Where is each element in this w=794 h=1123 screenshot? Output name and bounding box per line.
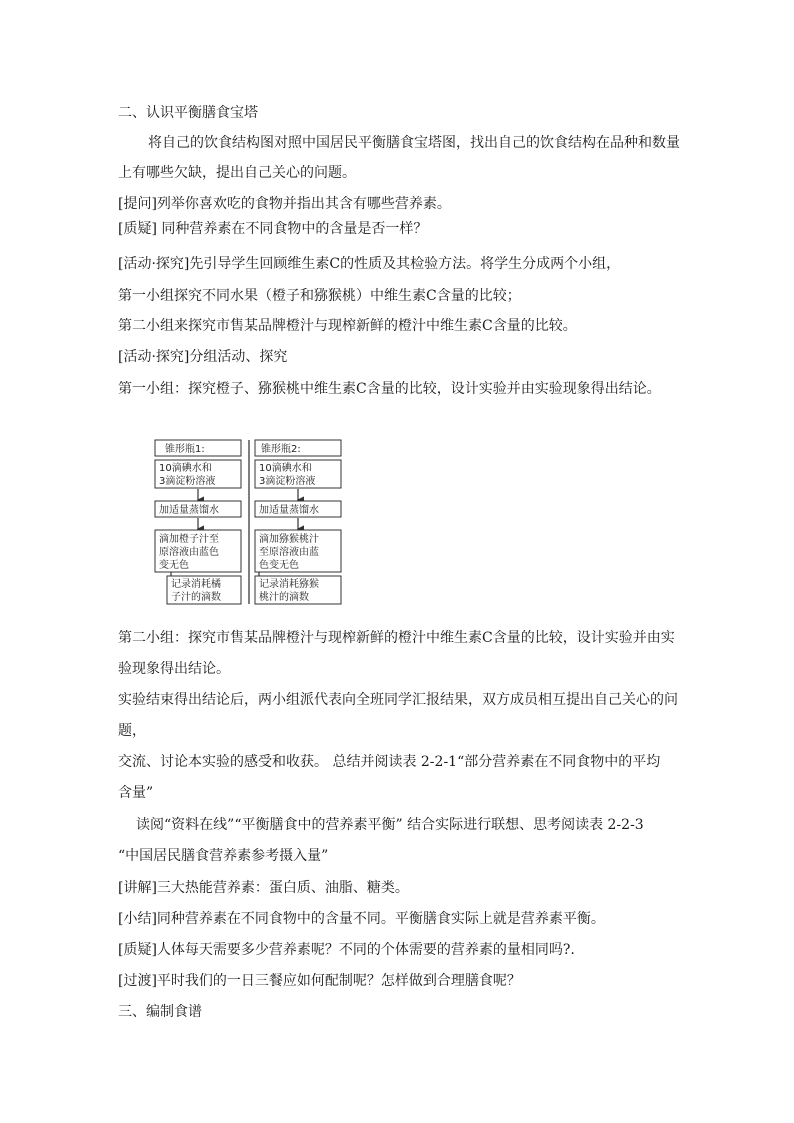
group2-task-line: 第二小组：探究市售某品牌橙汁与现榨新鲜的橙汁中维生素C含量的比较，设计实验并由实 (118, 630, 675, 646)
activity-line: [活动·探究]分组活动、探究 (118, 349, 288, 365)
flask2-step1-text: 3滴淀粉溶液 (259, 476, 316, 487)
transition-line: [过渡]平时我们的一日三餐应如何配制呢？怎样做到合理膳食呢？ (118, 973, 521, 989)
flask2-step4-text: 记录消耗猕猴 (259, 579, 319, 590)
question-line: [提问]列举你喜欢吃的食物并指出其含有哪些营养素。 (118, 196, 451, 212)
flask2-title: 锥形瓶2: (261, 444, 301, 455)
flask1-step3-text: 变无色 (159, 560, 189, 571)
flask1-step3-text: 滴加橙子汁至 (159, 534, 219, 545)
flask1-step1-text: 3滴淀粉溶液 (159, 476, 216, 487)
group1-task-line: 第一小组：探究橙子、猕猴桃中维生素C含量的比较，设计实验并由实验现象得出结论。 (118, 381, 661, 397)
experiment-flowchart (153, 438, 343, 606)
flask1-step2-text: 加适量蒸馏水 (159, 505, 219, 516)
group1-line: 第一小组探究不同水果（橙子和猕猴桃）中维生素C含量的比较； (118, 288, 521, 304)
section-heading-3: 三、编制食谱 (118, 1004, 202, 1020)
flask2-step4-text: 桃汁的滴数 (259, 592, 309, 603)
paragraph-line: 验现象得出结论。 (118, 661, 230, 677)
flask2-step3-text: 至原溶液由蓝 (259, 547, 319, 558)
paragraph-line: 将自己的饮食结构图对照中国居民平衡膳食宝塔图，找出自己的饮食结构在品种和数量 (148, 135, 680, 151)
doubt-line: [质疑] 同种营养素在不同食物中的含量是否一样？ (118, 221, 428, 237)
paragraph-line: 上有哪些欠缺，提出自己关心的问题。 (118, 165, 356, 181)
flask2-step3-text: 滴加猕猴桃汁 (259, 534, 319, 545)
activity-line: [活动·探究]先引导学生回顾维生素C的性质及其检验方法。将学生分成两个小组， (118, 256, 621, 272)
flask1-step4-text: 记录消耗橘 (171, 579, 221, 590)
flask1-title: 锥形瓶1: (165, 444, 205, 455)
paragraph-line: 题， (118, 723, 146, 739)
group2-line: 第二小组来探究市售某品牌橙汁与现榨新鲜的橙汁中维生素C含量的比较。 (118, 318, 577, 334)
paragraph-line: 读阅“资料在线”“平衡膳食中的营养素平衡” 结合实际进行联想、思考阅读表 2-2-3 (136, 817, 644, 833)
flask2-step3-text: 色变无色 (259, 560, 299, 571)
flowchart-svg (153, 438, 343, 606)
paragraph-line: 实验结束得出结论后，两小组派代表向全班同学汇报结果，双方成员相互提出自己关心的问 (118, 692, 678, 708)
flask1-step3-text: 原溶液由蓝色 (159, 547, 219, 558)
summary-line: [小结]同种营养素在不同食物中的含量不同。平衡膳食实际上就是营养素平衡。 (118, 911, 605, 927)
paragraph-line: 交流、讨论本实验的感受和收获。 总结并阅读表 2-2-1“部分营养素在不同食物中的平均 (118, 754, 661, 770)
explain-line: [讲解]三大热能营养素：蛋白质、油脂、糖类。 (118, 880, 409, 896)
section-heading-2: 二、认识平衡膳食宝塔 (118, 105, 258, 121)
flask2-step1-text: 10滴碘水和 (259, 463, 312, 474)
paragraph-line: “中国居民膳食营养素参考摄入量” (118, 848, 329, 864)
doubt-line: [质疑]人体每天需要多少营养素呢？不同的个体需要的营养素的量相同吗?. (118, 942, 575, 958)
paragraph-line: 含量” (118, 785, 154, 801)
flask1-step4-text: 子汁的滴数 (171, 592, 221, 603)
flask1-step1-text: 10滴碘水和 (159, 463, 212, 474)
flask2-step2-text: 加适量蒸馏水 (259, 505, 319, 516)
